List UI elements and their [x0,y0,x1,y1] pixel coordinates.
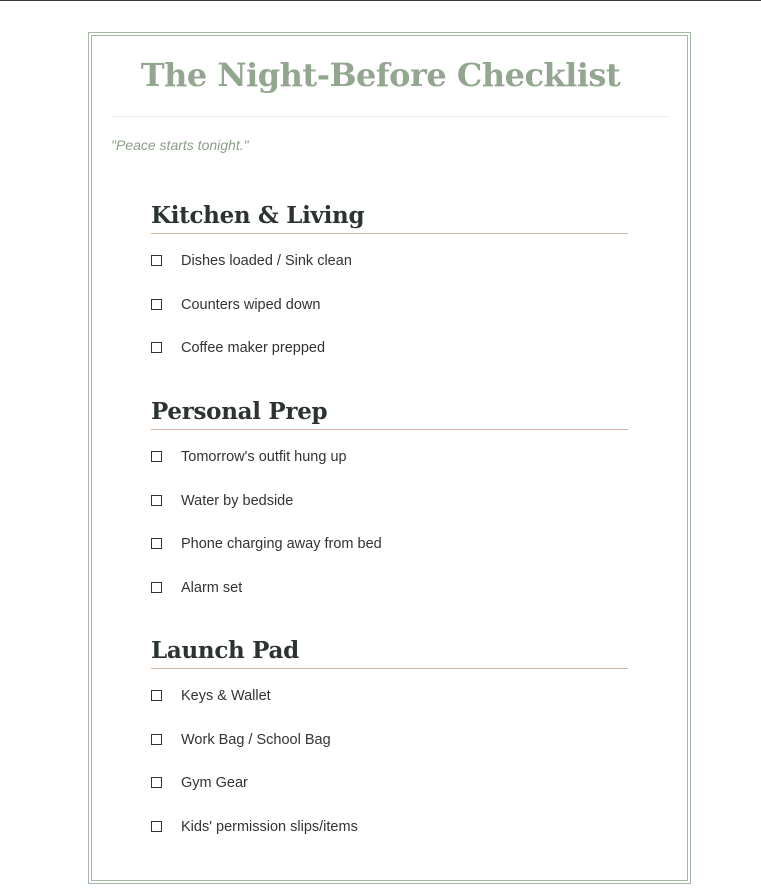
tagline: "Peace starts tonight." [111,137,249,153]
checklist-item-label: Dishes loaded / Sink clean [181,253,352,269]
checklist [151,234,628,365]
checkbox[interactable] [151,451,162,462]
checklist-item-label: Coffee maker prepped [181,340,326,357]
section-heading: Kitchen & Living [151,201,628,234]
checklist-item-label: Alarm set [181,579,243,596]
checkbox[interactable] [151,821,162,832]
section-kitchen-living [151,201,628,365]
checklist-item[interactable] [151,669,628,713]
checklist-item-label: Water by bedside [181,492,294,509]
checkbox[interactable] [151,777,162,788]
checklist-item-label: Counters wiped down [181,296,321,313]
checklist-item-label: Keys & Wallet [181,688,271,704]
title-divider [111,116,668,117]
checkbox[interactable] [151,582,162,593]
checklist [151,430,628,604]
checklist-item[interactable] [151,517,628,561]
checklist-item-label: Tomorrow's outfit hung up [181,449,347,465]
checklist-item[interactable] [151,713,628,757]
section-heading: Launch Pad [151,636,628,669]
checklist-item-label: Kids' permission slips/items [181,818,358,835]
checkbox[interactable] [151,495,162,506]
checklist-item[interactable] [151,561,628,605]
checklist-item[interactable] [151,278,628,322]
checkbox[interactable] [151,538,162,549]
checklist-item[interactable] [151,756,628,800]
checklist-item[interactable] [151,474,628,518]
checklist-item[interactable] [151,321,628,365]
checkbox[interactable] [151,342,162,353]
section-heading: Personal Prep [151,397,628,430]
checklist-item[interactable] [151,430,628,474]
checklist [151,669,628,843]
checklist-item-label: Phone charging away from bed [181,536,382,553]
checklist-item[interactable] [151,234,628,278]
section-personal-prep [151,397,628,604]
checklist-item-label: Work Bag / School Bag [181,731,331,748]
checklist-item[interactable] [151,800,628,844]
checklist-item-label: Gym Gear [181,775,248,792]
page-title: The Night-Before Checklist [140,56,621,94]
checkbox[interactable] [151,734,162,745]
checkbox[interactable] [151,299,162,310]
checkbox[interactable] [151,255,162,266]
section-launch-pad [151,636,628,843]
checkbox[interactable] [151,690,162,701]
